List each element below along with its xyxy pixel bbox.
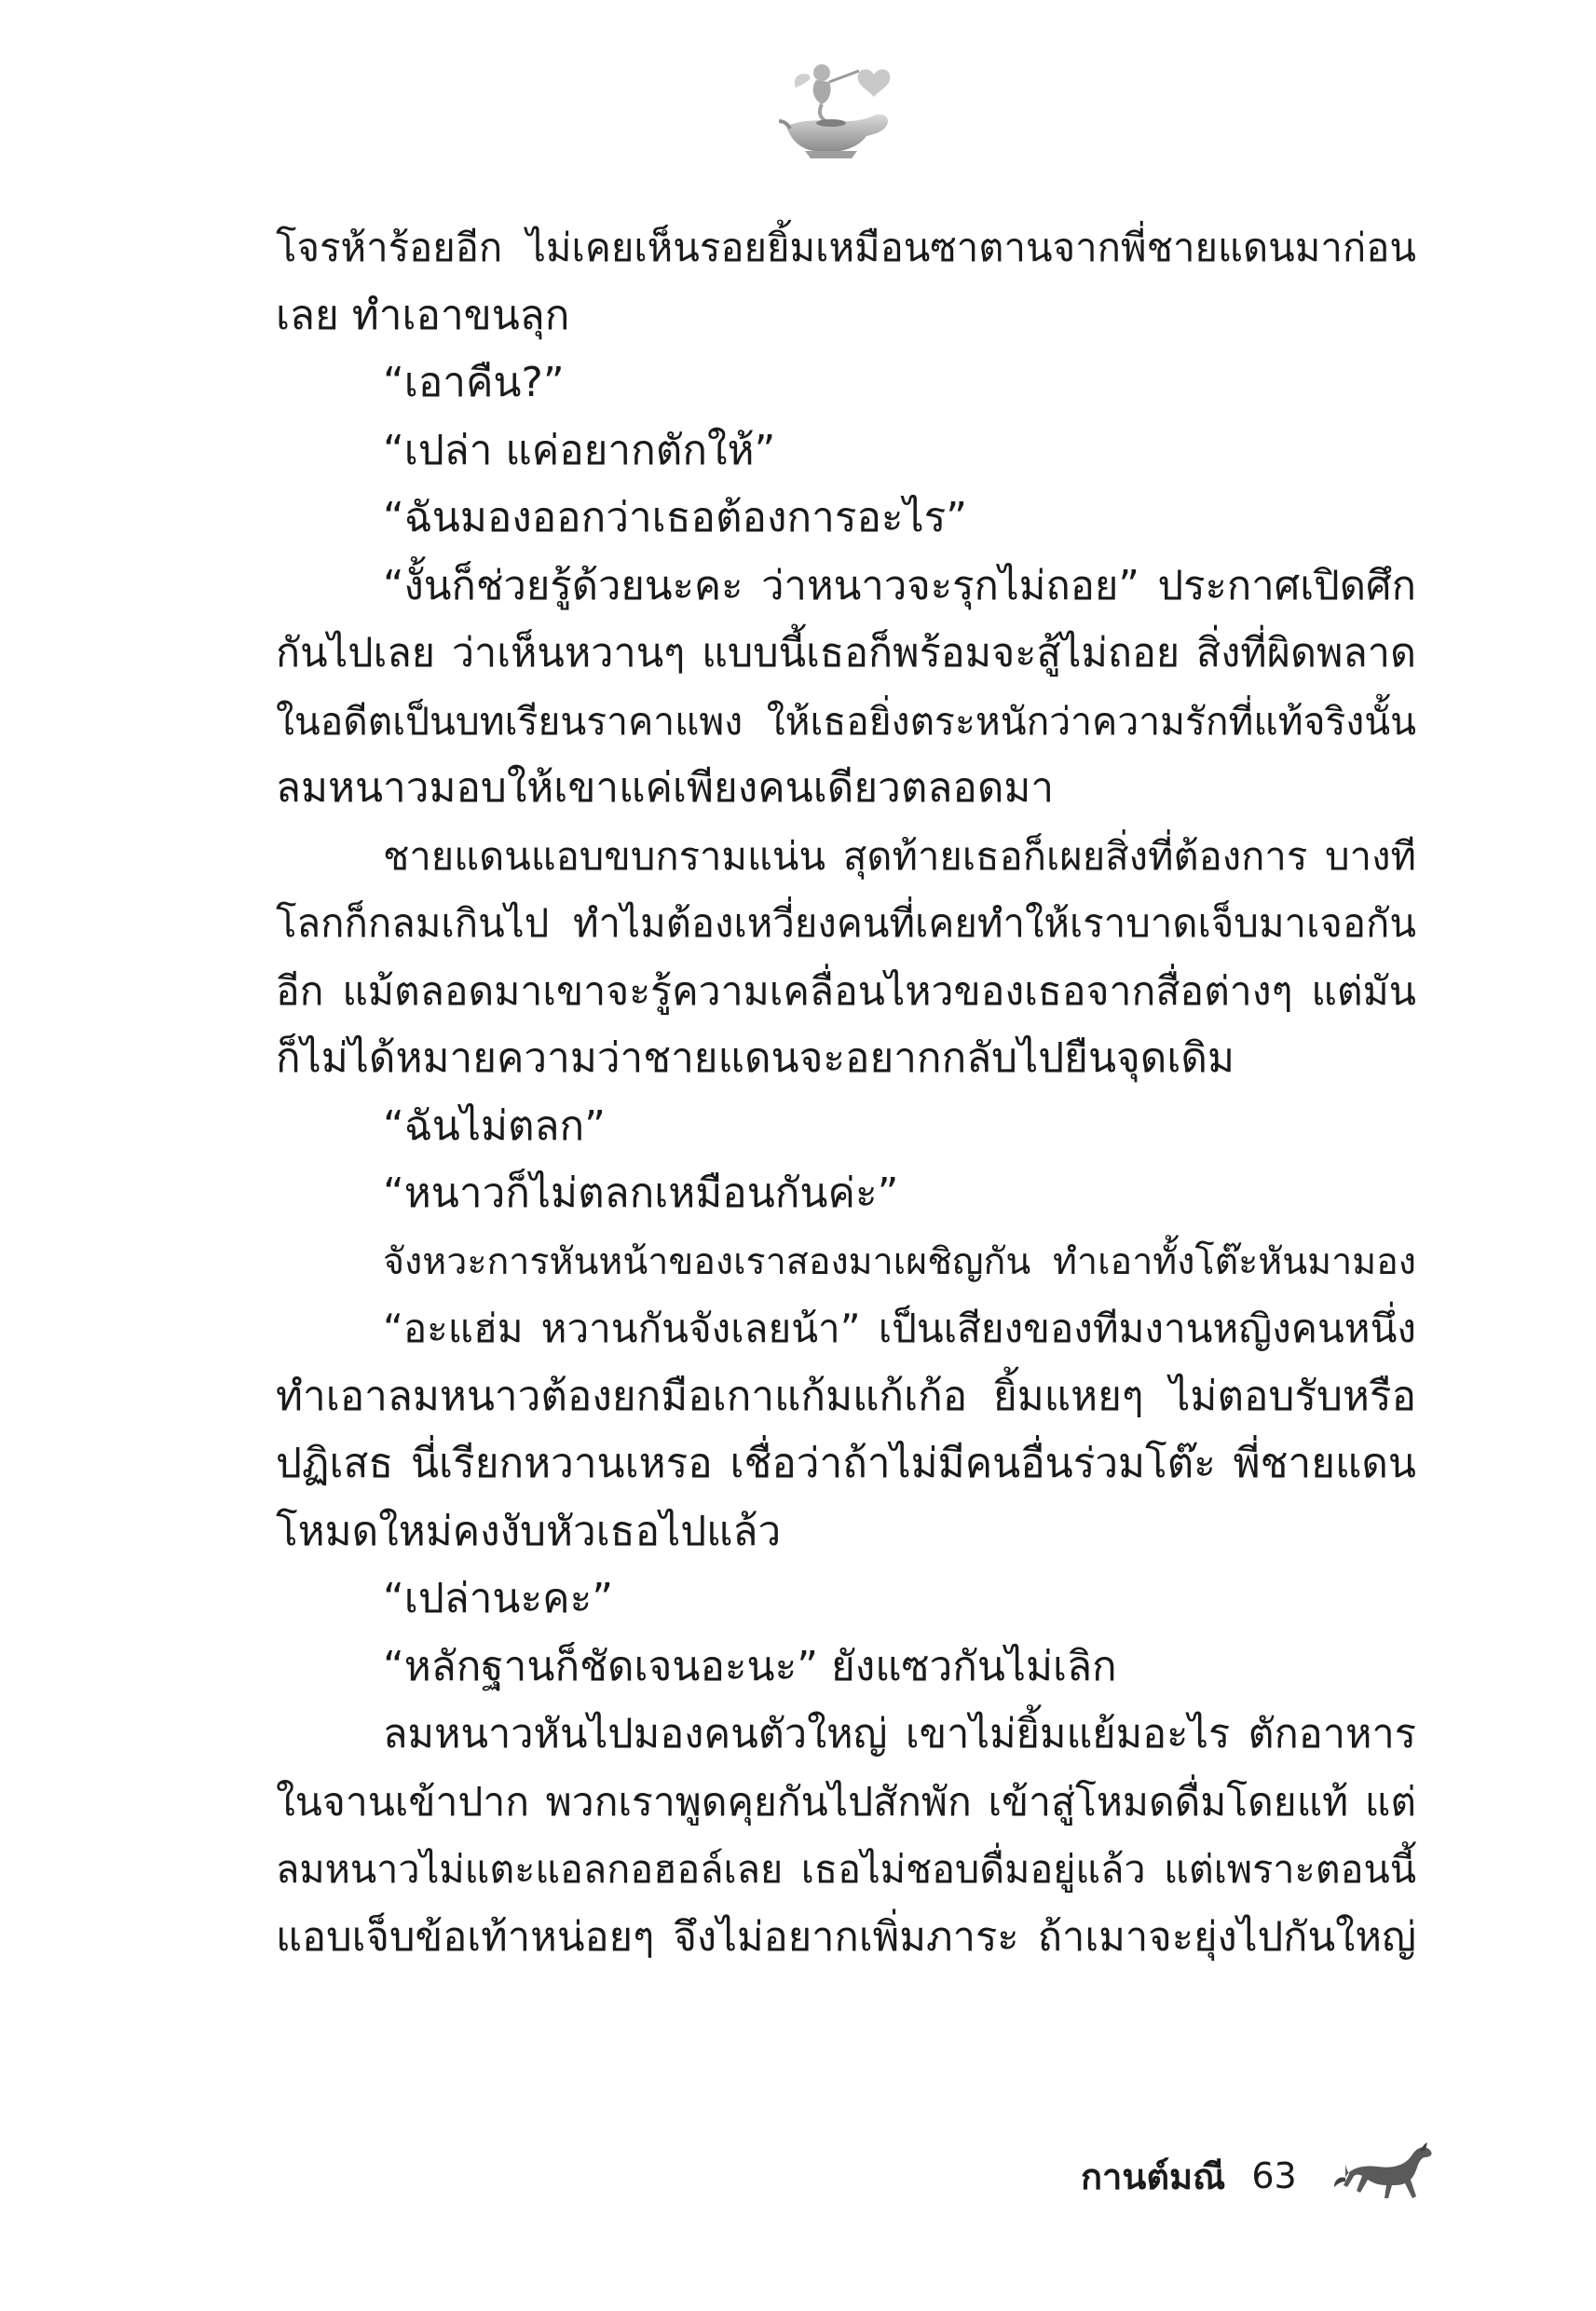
text-line: ทำเอาลมหนาวต้องยกมือเกาแก้มแก้เก้อ ยิ้มแหยๆ ไม่ตอบรับหรือ [276, 1372, 1416, 1420]
text-line: เลย ทำเอาขนลุก [276, 291, 570, 339]
text-line: ก็ไม่ได้หมายความว่าชายแดนจะอยากกลับไปยืนจุดเดิม [276, 1034, 1235, 1082]
text-line: “เปล่านะคะ” [383, 1575, 614, 1622]
text-line: โลกก็กลมเกินไป ทำไมต้องเหวี่ยงคนที่เคยทำให้เราบาดเจ็บมาเจอกัน [276, 900, 1416, 946]
text-line: “อะแฮ่ม หวานกันจังเลยน้า” เป็นเสียงของทีมงานหญิงคนหนึ่ง [383, 1306, 1416, 1351]
book-title: กานต์มณี [1081, 2155, 1226, 2197]
text-line: ลมหนาวหันไปมองคนตัวใหญ่ เขาไม่ยิ้มแย้มอะไร ตักอาหาร [383, 1711, 1416, 1757]
text-line: ลมหนาวมอบให้เขาแค่เพียงคนเดียวตลอดมา [276, 764, 1055, 812]
text-line: “หลักฐานก็ชัดเจนอะนะ” ยังแซวกันไม่เลิก [383, 1642, 1117, 1690]
text-line: “หนาวก็ไม่ตลกเหมือนกันค่ะ” [383, 1169, 899, 1217]
text-line: แอบเจ็บข้อเท้าหน่อยๆ จึงไม่อยากเพิ่มภาระ ถ้าเมาจะยุ่งไปกันใหญ่ [276, 1913, 1416, 1961]
text-line: “ฉันมองออกว่าเธอต้องการอะไร” [383, 494, 968, 541]
text-line: ในอดีตเป็นบทเรียนราคาแพง ให้เธอยิ่งตระหนักว่าความรักที่แท้จริงนั้น [276, 698, 1416, 744]
text-line: โจรห้าร้อยอีก ไม่เคยเห็นรอยยิ้มเหมือนซาตานจากพี่ชายแดนมาก่อน [276, 225, 1416, 270]
text-line: จังหวะการหันหน้าของเราสองมาเผชิญกัน ทำเอาทั้งโต๊ะหันมามอง [383, 1239, 1416, 1283]
text-line: ในจานเข้าปาก พวกเราพูดคุยกันไปสักพัก เข้าสู่โหมดดื่มโดยแท้ แต่ [276, 1778, 1416, 1826]
text-line: “เอาคืน?” [383, 359, 565, 406]
text-line: ปฏิเสธ นี่เรียกหวานเหรอ เชื่อว่าถ้าไม่มีคนอื่นร่วมโต๊ะ พี่ชายแดน [276, 1440, 1416, 1487]
text-line: กันไปเลย ว่าเห็นหวานๆ แบบนี้เธอก็พร้อมจะสู้ไม่ถอย สิ่งที่ผิดพลาด [276, 630, 1416, 677]
page-body [276, 214, 1416, 1971]
text-line: อีก แม้ตลอดมาเขาจะรู้ความเคลื่อนไหวของเธอจากสื่อต่างๆ แต่มัน [276, 967, 1416, 1015]
text-line: โหมดใหม่คงงับหัวเธอไปแล้ว [276, 1507, 782, 1555]
cupid-genie-lamp-icon [764, 54, 913, 166]
text-line: ลมหนาวไม่แตะแอลกอฮอล์เลย เธอไม่ชอบดื่มอยู่แล้ว แต่เพราะตอนนี้ [276, 1847, 1416, 1892]
page-number: 63 [1251, 2155, 1297, 2196]
text-line: “งั้นก็ช่วยรู้ด้วยนะคะ ว่าหนาวจะรุกไม่ถอย” ประกาศเปิดศึก [383, 562, 1416, 609]
text-line: ชายแดนแอบขบกรามแน่น สุดท้ายเธอก็เผยสิ่งที่ต้องการ บางที [383, 832, 1416, 879]
text-line: “เปล่า แค่อยากตักให้” [383, 426, 776, 474]
text-line: “ฉันไม่ตลก” [383, 1101, 606, 1150]
running-horse-icon [1332, 2140, 1437, 2211]
page-footer [1081, 2143, 1437, 2208]
